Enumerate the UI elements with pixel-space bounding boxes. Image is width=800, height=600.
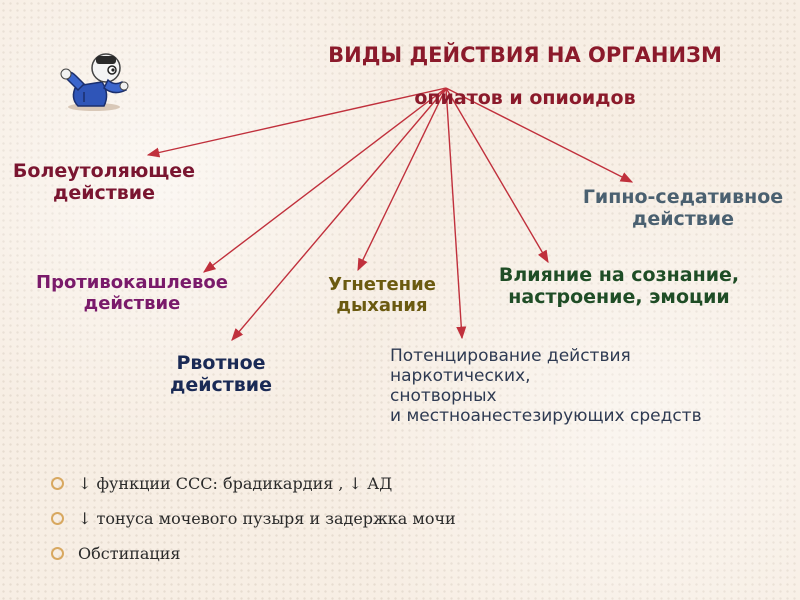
effects-list bbox=[48, 474, 456, 579]
node-antitussive: Противокашлевое действие bbox=[36, 272, 228, 315]
list-item bbox=[48, 474, 456, 509]
list-item bbox=[48, 509, 456, 544]
cartoon-figure-icon bbox=[54, 46, 134, 112]
node-hypno-sedative: Гипно-седативное действие bbox=[582, 186, 784, 231]
list-item bbox=[48, 544, 456, 579]
node-respiratory-depression: Угнетение дыхания bbox=[328, 274, 436, 317]
title-line-1: ВИДЫ ДЕЙСТВИЯ НА ОРГАНИЗМ bbox=[328, 42, 722, 67]
list-item-text: ↓ тонуса мочевого пузыря и задержка мочи bbox=[78, 509, 456, 528]
node-analgesic: Болеутоляющее действие bbox=[12, 160, 196, 205]
node-mind-mood: Влияние на сознание, настроение, эмоции bbox=[498, 264, 740, 309]
diagram-title bbox=[290, 24, 760, 128]
title-line-2: опиатов и опиоидов bbox=[414, 86, 636, 109]
node-potentiation: Потенцирование действия наркотических, снотворных и местноанестезирующих средств bbox=[390, 346, 702, 427]
bullet-circle-icon bbox=[51, 512, 64, 525]
list-item-text: ↓ функции ССС: брадикардия , ↓ АД bbox=[78, 474, 393, 493]
bullet-circle-icon bbox=[51, 477, 64, 490]
node-emetic: Рвотное действие bbox=[169, 352, 273, 397]
list-item-text: Обстипация bbox=[78, 544, 181, 563]
bullet-circle-icon bbox=[51, 547, 64, 560]
